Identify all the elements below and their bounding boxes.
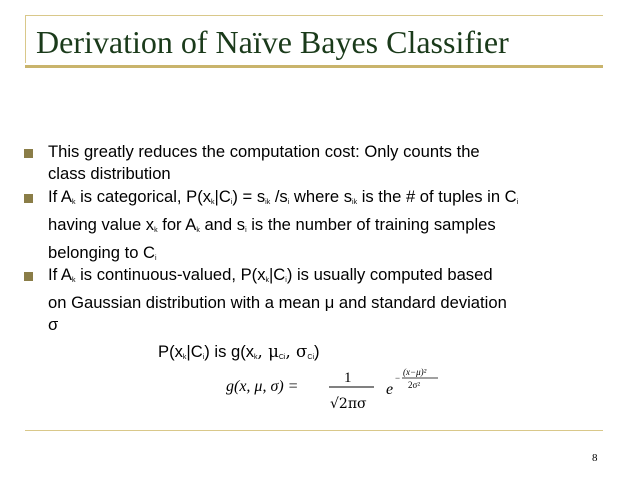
bullet-1-line-1: This greatly reduces the computation cost: Only counts the (48, 142, 480, 161)
formula-base-e: e (386, 381, 394, 398)
bullet-marker (24, 272, 33, 281)
title-underline (25, 65, 603, 68)
bullet-3-line-1: If $A_k$ is continuous-valued, $P(x_k|C_i)$ is usually computed based (48, 265, 493, 284)
slide-frame-top (25, 15, 603, 16)
slide-title: Derivation of Naïve Bayes Classifier (36, 24, 509, 60)
bullet-3-line-3: σ (48, 315, 59, 334)
formula-lhs: g(x, μ, σ) = (226, 378, 299, 395)
page-number: 8 (592, 452, 598, 464)
bullet-text-1 (48, 141, 608, 185)
slide-frame-left (25, 15, 26, 63)
bullet-marker (24, 194, 33, 203)
bullet-2-line-1: If $A_k$ is categorical, $P(x_k|C_i) = s_{ik}$ $/s_i$ where $s_{ik}$ is the # of tuples in $C_i$ (48, 187, 519, 206)
footer-rule (25, 430, 603, 431)
gaussian-formula (224, 364, 464, 416)
bullet-2-line-2: having value $x_k$ for $A_k$ and $s_i$ is the number of training samples (48, 215, 496, 234)
bullet-1-line-2: class distribution (48, 164, 171, 183)
bullet-text-3 (48, 264, 608, 336)
bullet-3-line-2: on Gaussian distribution with a mean μ and standard deviation (48, 293, 507, 312)
formula-exponent-minus: − (395, 373, 401, 383)
bullet-marker (24, 149, 33, 158)
gaussian-expression: $P(x_k|C_i)$ is $g(x_k$, $\mu_{Ci}$, $\sigma_{Ci}$) (158, 342, 320, 361)
formula-exponent-numerator: (x−μ)² (403, 367, 427, 377)
bullet-2-line-3: belonging to $C_i$ (48, 243, 157, 262)
formula-denominator: √2πσ (330, 396, 367, 412)
formula-numerator: 1 (344, 370, 352, 386)
formula-exponent-denominator: 2σ² (408, 380, 421, 390)
bullet-text-2 (48, 186, 608, 270)
